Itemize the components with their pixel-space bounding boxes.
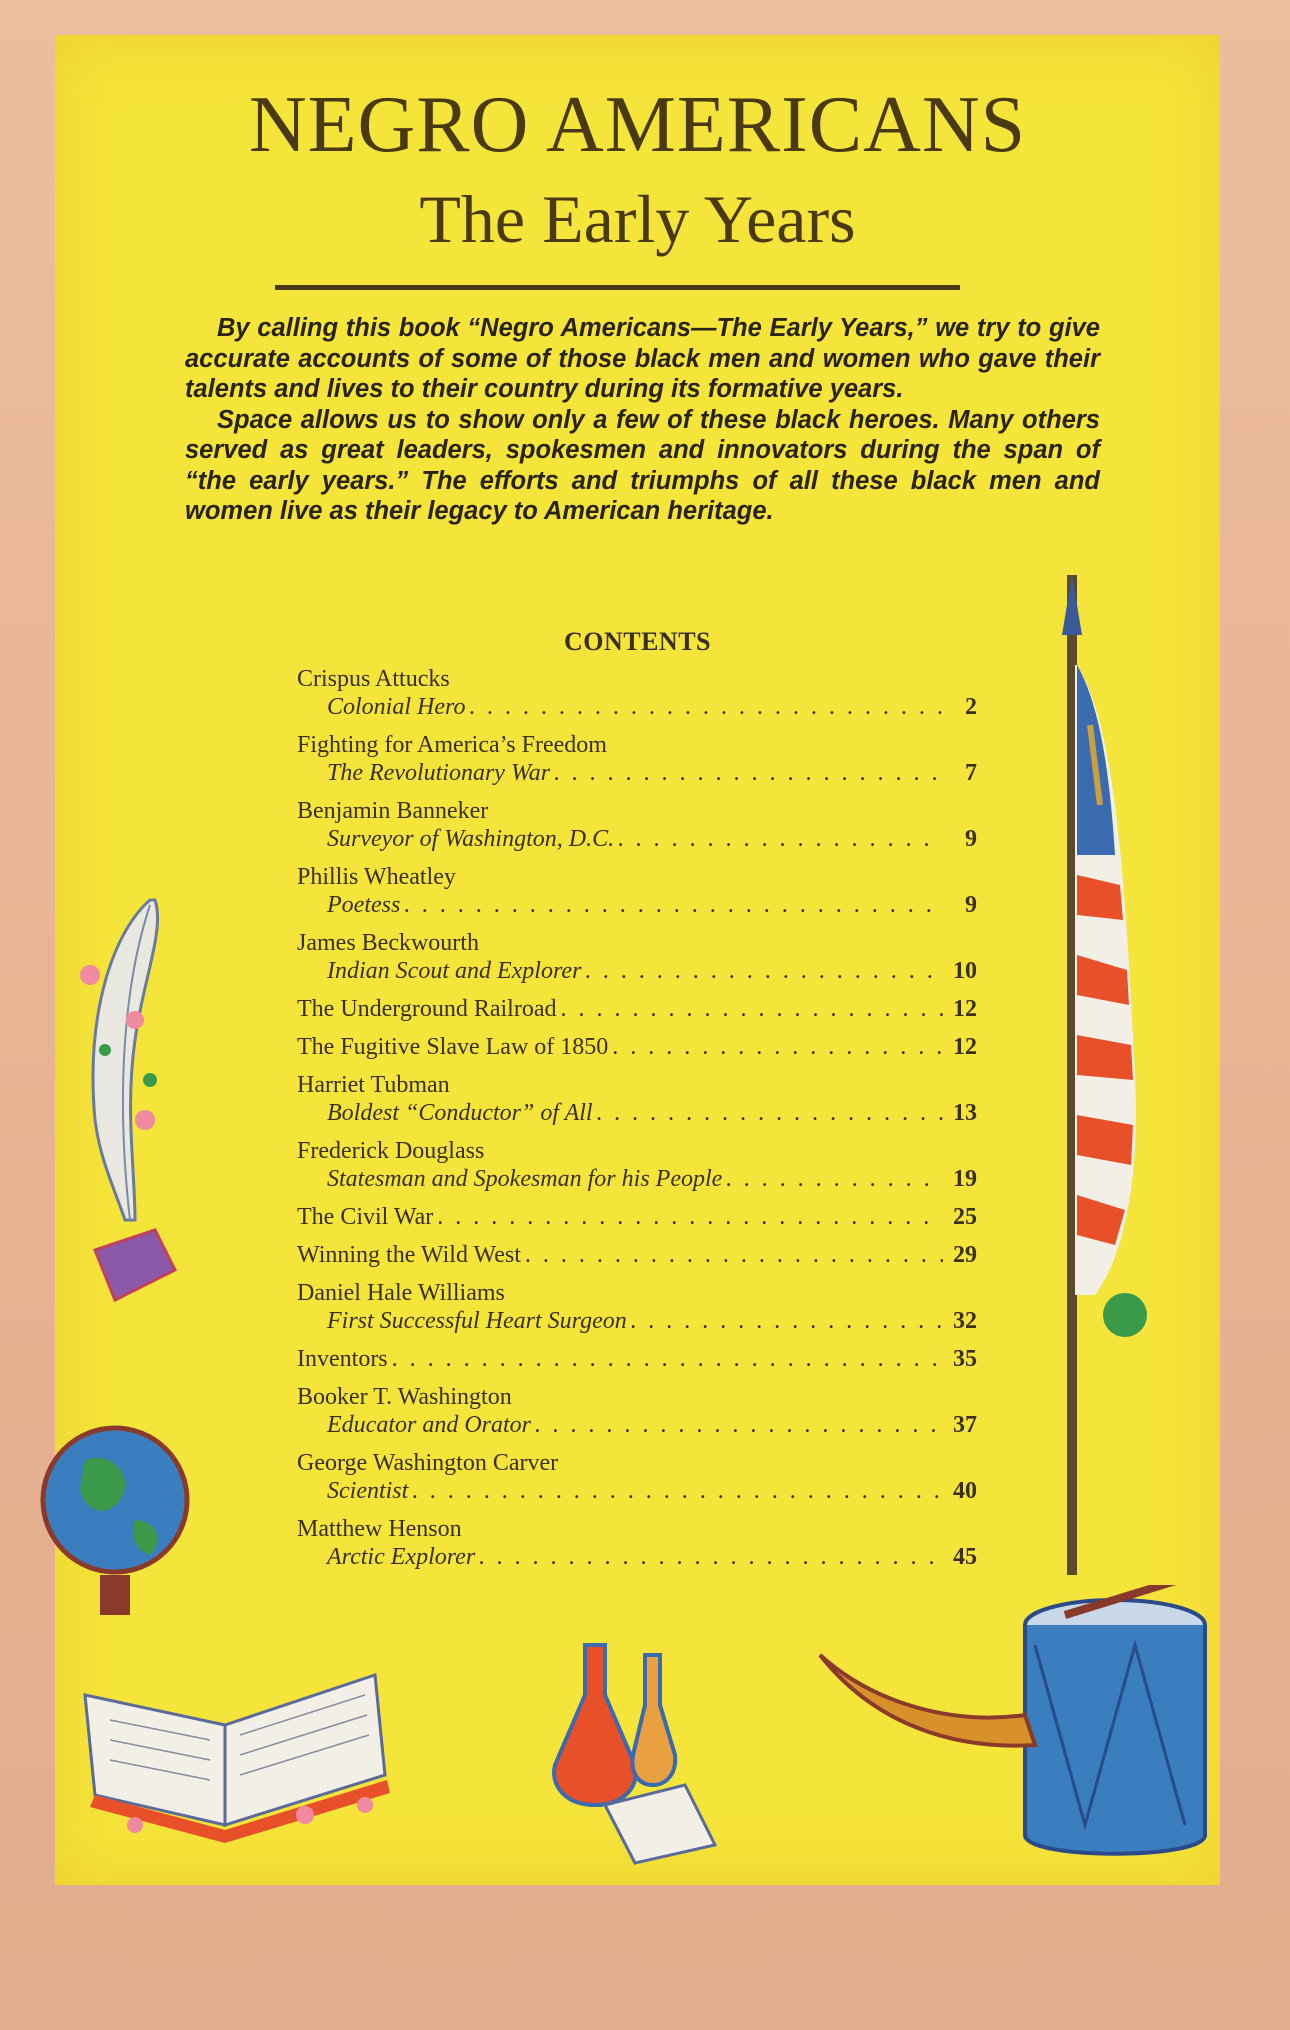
toc-leader-dots <box>618 825 943 853</box>
toc-entry <box>297 731 977 787</box>
toc-subtitle: Statesman and Spokesman for his People <box>327 1166 723 1192</box>
toc-subtitle-line <box>297 759 977 787</box>
toc-leader-dots <box>404 891 943 919</box>
toc-title: Benjamin Banneker <box>297 798 489 824</box>
toc-entry <box>297 1033 977 1061</box>
toc-subtitle-line <box>297 1477 977 1505</box>
yellow-panel <box>55 35 1220 1885</box>
intro-paragraph-1: By calling this book “Negro Americans—The Early Years,” we try to give accurate accounts of some of those black men and women who gave their talents and lives to their country during its formative years. <box>185 314 1100 403</box>
toc-entry <box>297 1515 977 1571</box>
toc-entry <box>297 863 977 919</box>
toc-page-number: 9 <box>965 826 977 852</box>
toc-entry <box>297 1383 977 1439</box>
toc-subtitle-line <box>297 825 977 853</box>
toc-leader-dots <box>535 1411 943 1439</box>
toc-title: The Civil War <box>297 1204 434 1230</box>
toc-entry <box>297 1345 977 1373</box>
open-book-illustration <box>75 1635 395 1845</box>
toc-leader-dots <box>561 995 944 1023</box>
toc-entry <box>297 665 977 721</box>
toc-title-line <box>297 665 977 693</box>
toc-title-line <box>297 1241 977 1269</box>
toc-subtitle: The Revolutionary War <box>327 760 551 786</box>
toc-page-number: 45 <box>953 1544 977 1570</box>
title-rule <box>275 285 960 290</box>
toc-title: Matthew Henson <box>297 1516 462 1542</box>
toc-subtitle: Boldest “Conductor” of All <box>327 1100 593 1126</box>
quill-pen-illustration <box>55 890 205 1310</box>
toc-page-number: 7 <box>965 760 977 786</box>
toc-entry <box>297 995 977 1023</box>
toc-entry <box>297 1279 977 1335</box>
toc-page-number: 9 <box>965 892 977 918</box>
toc-page-number: 35 <box>953 1346 977 1372</box>
toc-subtitle-line <box>297 1411 977 1439</box>
toc-leader-dots <box>392 1345 943 1373</box>
toc-subtitle: Colonial Hero <box>327 694 466 720</box>
toc-title: James Beckwourth <box>297 930 479 956</box>
page-title-line1: NEGRO AMERICANS <box>248 81 1027 169</box>
contents-heading: CONTENTS <box>563 627 712 656</box>
toc-subtitle: Poetess <box>327 892 401 918</box>
toc-title-line <box>297 1279 977 1307</box>
table-of-contents <box>297 665 977 1581</box>
toc-title: Harriet Tubman <box>297 1072 450 1098</box>
toc-leader-dots <box>585 957 943 985</box>
toc-title: Inventors <box>297 1346 388 1372</box>
toc-page-number: 13 <box>953 1100 977 1126</box>
toc-subtitle: Surveyor of Washington, D.C. <box>327 826 615 852</box>
toc-subtitle-line <box>297 1543 977 1571</box>
toc-leader-dots <box>479 1543 943 1571</box>
toc-leader-dots <box>726 1165 943 1193</box>
toc-title-line <box>297 731 977 759</box>
toc-subtitle-line <box>297 1307 977 1335</box>
toc-page-number: 32 <box>953 1308 977 1334</box>
toc-title-line <box>297 797 977 825</box>
toc-page-number: 12 <box>953 996 977 1022</box>
toc-subtitle: First Successful Heart Surgeon <box>327 1308 627 1334</box>
toc-entry <box>297 1449 977 1505</box>
toc-leader-dots <box>469 693 943 721</box>
globe-illustration <box>25 1400 205 1630</box>
toc-entry <box>297 929 977 985</box>
toc-title: George Washington Carver <box>297 1450 559 1476</box>
toc-leader-dots <box>437 1203 943 1231</box>
toc-page-number: 10 <box>953 958 977 984</box>
powder-horn-illustration <box>815 1635 1045 1755</box>
toc-title-line <box>297 1515 977 1543</box>
toc-subtitle: Educator and Orator <box>327 1412 531 1438</box>
toc-page-number: 25 <box>953 1204 977 1230</box>
toc-title: The Fugitive Slave Law of 1850 <box>297 1034 609 1060</box>
toc-title-line <box>297 1203 977 1231</box>
toc-title: The Underground Railroad <box>297 996 557 1022</box>
toc-leader-dots <box>554 759 943 787</box>
toc-leader-dots <box>631 1307 943 1335</box>
toc-title-line <box>297 1383 977 1411</box>
toc-title-line <box>297 1345 977 1373</box>
toc-title-line <box>297 863 977 891</box>
toc-page-number: 29 <box>953 1242 977 1268</box>
toc-page-number: 19 <box>953 1166 977 1192</box>
toc-subtitle: Indian Scout and Explorer <box>327 958 582 984</box>
toc-entry <box>297 1071 977 1127</box>
toc-leader-dots <box>612 1033 943 1061</box>
toc-page-number: 40 <box>953 1478 977 1504</box>
toc-leader-dots <box>525 1241 943 1269</box>
toc-title: Phillis Wheatley <box>297 864 456 890</box>
toc-subtitle-line <box>297 891 977 919</box>
toc-subtitle-line <box>297 1165 977 1193</box>
american-flag-illustration <box>1015 575 1215 1635</box>
toc-subtitle-line <box>297 957 977 985</box>
toc-entry <box>297 797 977 853</box>
chemistry-flasks-illustration <box>525 1635 725 1865</box>
toc-title-line <box>297 929 977 957</box>
toc-subtitle: Arctic Explorer <box>327 1544 476 1570</box>
toc-title-line <box>297 1449 977 1477</box>
toc-title-line <box>297 1137 977 1165</box>
toc-subtitle-line <box>297 693 977 721</box>
intro-paragraph-2: Space allows us to show only a few of these black heroes. Many others served as great leaders, spokesmen and innovators during the span of “the early years.” The efforts and triumphs of all these black men and women live as their legacy to American heritage. <box>185 405 1100 525</box>
toc-page-number: 12 <box>953 1034 977 1060</box>
toc-title-line <box>297 995 977 1023</box>
page-title-line2: The Early Years <box>419 181 856 257</box>
toc-title: Daniel Hale Williams <box>297 1280 505 1306</box>
toc-subtitle-line <box>297 1099 977 1127</box>
toc-title-line <box>297 1071 977 1099</box>
toc-entry <box>297 1203 977 1231</box>
toc-title: Frederick Douglass <box>297 1138 485 1164</box>
toc-entry <box>297 1137 977 1193</box>
toc-page-number: 2 <box>965 694 977 720</box>
toc-entry <box>297 1241 977 1269</box>
toc-leader-dots <box>597 1099 943 1127</box>
toc-title: Crispus Attucks <box>297 666 450 692</box>
toc-page-number: 37 <box>953 1412 977 1438</box>
toc-title: Winning the Wild West <box>297 1242 521 1268</box>
toc-title-line <box>297 1033 977 1061</box>
toc-title: Fighting for America’s Freedom <box>297 732 607 758</box>
toc-leader-dots <box>412 1477 943 1505</box>
intro-text <box>185 313 1100 527</box>
toc-title: Booker T. Washington <box>297 1384 512 1410</box>
toc-subtitle: Scientist <box>327 1478 409 1504</box>
